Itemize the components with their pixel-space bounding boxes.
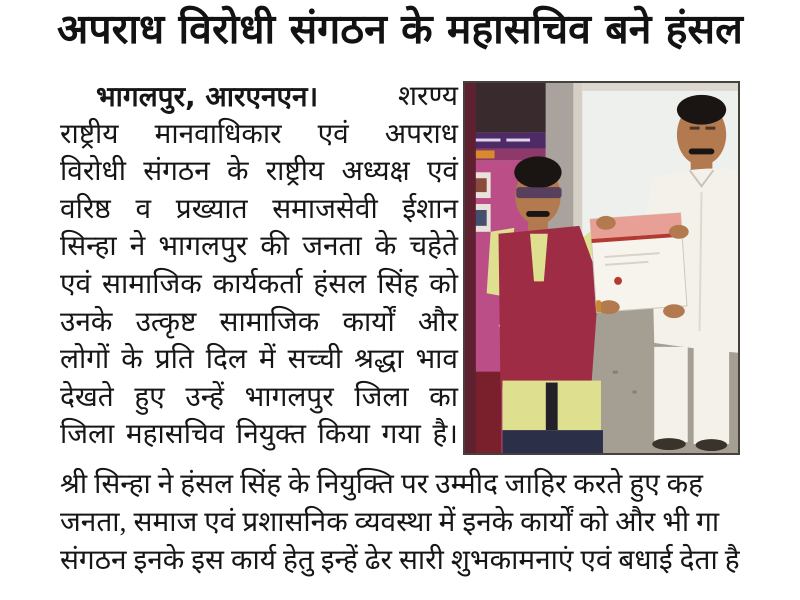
article-line: श्री सिन्हा ने हंसल सिंह के नियुक्ति पर उम्मीद जाहिर करते हुए कह bbox=[60, 469, 704, 500]
article-line: देखते हुए उन्हें भागलपुर जिला का bbox=[60, 381, 458, 413]
left-man-top-hand bbox=[596, 216, 616, 230]
left-man-kurta-slit bbox=[546, 383, 558, 431]
left-man-pants bbox=[502, 430, 603, 453]
right-man-sandal bbox=[696, 439, 728, 451]
article-line: एवं सामाजिक कार्यकर्ता हंसल सिंह को bbox=[60, 268, 458, 300]
top-beam-shadow bbox=[582, 83, 738, 91]
right-man-bottom-hand bbox=[663, 304, 685, 318]
article-line: जनता, समाज एवं प्रशासनिक व्यवस्था में इनके कार्यों को और भी गा bbox=[60, 507, 720, 538]
right-man-sandal bbox=[652, 438, 686, 450]
news-photo bbox=[463, 81, 740, 455]
poster-edge bbox=[465, 83, 476, 453]
left-man-glasses bbox=[516, 187, 561, 198]
right-man-leg bbox=[694, 345, 729, 444]
right-man-top-hand bbox=[669, 225, 689, 239]
article-line: विरोधी संगठन के राष्ट्रीय अध्यक्ष एवं bbox=[60, 156, 458, 188]
article-line: लोगों के प्रति दिल में सच्ची श्रद्धा भाव bbox=[60, 344, 458, 376]
article-line: जिला महासचिव नियुक्त किया गया है। bbox=[60, 419, 458, 451]
poster-dark-top bbox=[465, 83, 546, 133]
dateline: भागलपुर, आरएनएन। bbox=[96, 80, 319, 113]
concrete-speckle bbox=[613, 371, 618, 374]
poster-header-text bbox=[506, 139, 530, 142]
article-line: वरिष्ठ व प्रख्यात समाजसेवी ईशान bbox=[60, 193, 458, 225]
headline: अपराध विरोधी संगठन के महासचिव बने हंसल bbox=[57, 5, 743, 53]
right-man-eyebrow bbox=[690, 127, 700, 130]
lead-word: शरण्य bbox=[397, 81, 458, 112]
article-lead-line bbox=[60, 78, 458, 116]
article-line: उनके उत्कृष्ट सामाजिक कार्यों और bbox=[60, 306, 458, 338]
article-line: राष्ट्रीय मानवाधिकार एवं अपराध bbox=[60, 118, 458, 150]
article-line: सिन्हा ने भागलपुर की जनता के चहेते bbox=[60, 231, 458, 263]
article-line: संगठन इनके इस कार्य हेतु इन्हें ढेर सारी शुभकामनाएं एवं बधाई देता है bbox=[60, 545, 740, 576]
poster-card-face bbox=[475, 178, 487, 192]
concrete-speckle bbox=[633, 391, 637, 394]
poster-card-face bbox=[475, 210, 487, 226]
left-man-vest bbox=[499, 226, 600, 389]
right-man-hair bbox=[677, 95, 726, 125]
left-man-hair bbox=[514, 156, 561, 188]
left-man-mustache bbox=[526, 211, 550, 217]
news-photo-graphic bbox=[465, 83, 738, 453]
right-man-mustache bbox=[689, 148, 715, 154]
article-bottom-lines bbox=[60, 466, 800, 580]
right-man-leg bbox=[654, 347, 688, 442]
right-man-eyebrow bbox=[705, 127, 715, 130]
gold-bracelet bbox=[596, 300, 601, 312]
article-column bbox=[60, 78, 458, 454]
left-man-bottom-hand bbox=[598, 300, 620, 314]
